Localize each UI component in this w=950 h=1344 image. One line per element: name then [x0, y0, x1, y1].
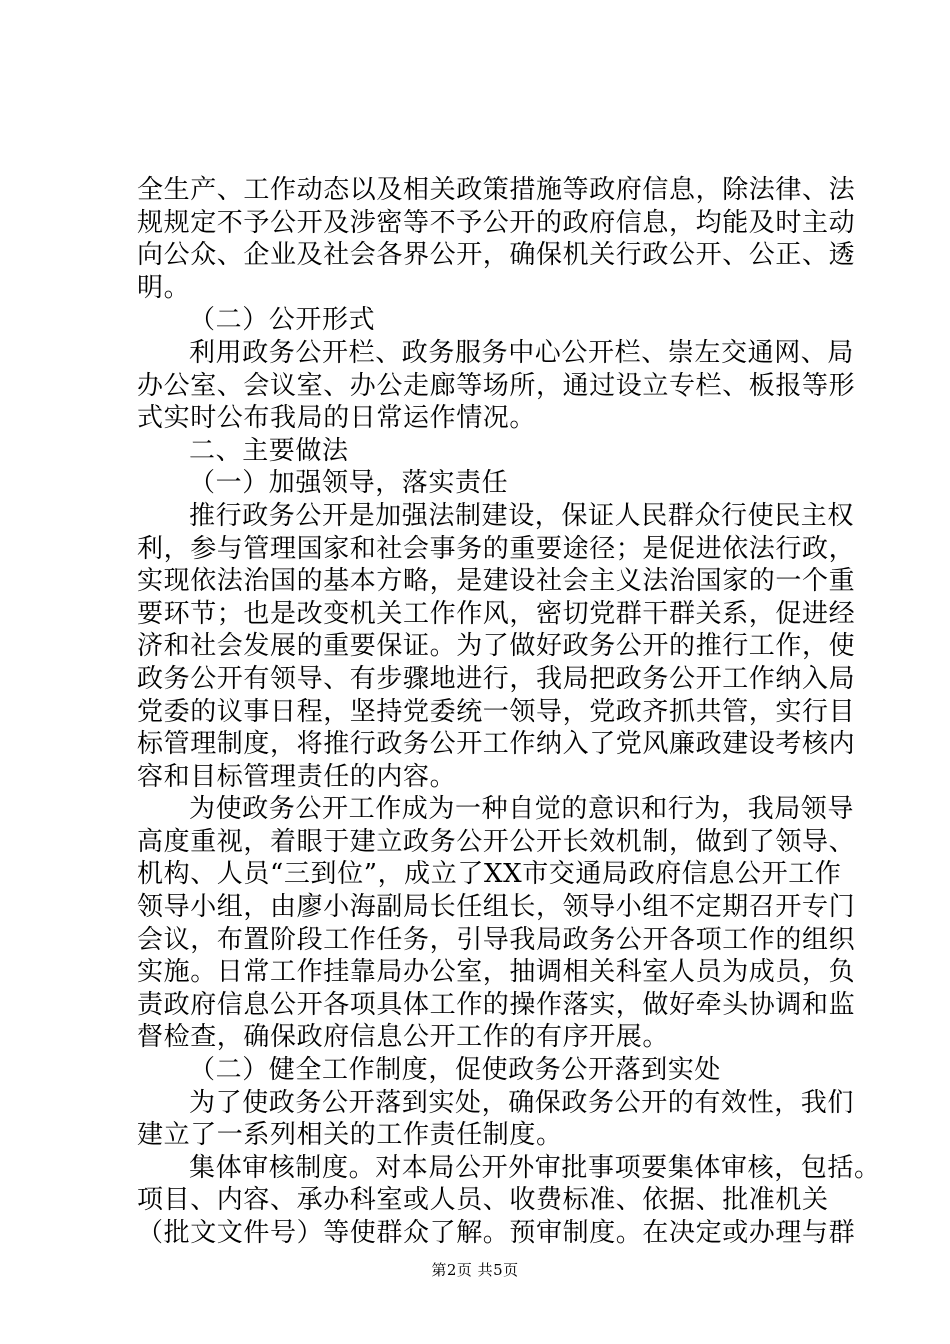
- document-body: [137, 174, 881, 1250]
- text-line: 容和目标管理责任的内容。: [137, 761, 457, 792]
- text-line: 党委的议事日程，坚持党委统一领导，党政齐抓共管，实行目: [137, 696, 856, 727]
- text-line: 为使政务公开工作成为一种自觉的意识和行为，我局领导: [189, 794, 855, 825]
- text-line: 政务公开有领导、有步骤地进行，我局把政务公开工作纳入局: [137, 663, 856, 694]
- text-line: 实现依法治国的基本方略，是建设社会主义法治国家的一个重: [137, 566, 856, 597]
- text-line: 高度重视，着眼于建立政务公开公开长效机制，做到了领导、: [137, 826, 856, 857]
- text-line: 督检查，确保政府信息公开工作的有序开展。: [137, 1022, 670, 1053]
- text-line: 推行政务公开是加强法制建设，保证人民群众行使民主权: [189, 500, 855, 531]
- text-line: 利用政务公开栏、政务服务中心公开栏、崇左交通网、局: [189, 337, 855, 368]
- text-line: 办公室、会议室、办公走廊等场所，通过设立专栏、板报等形: [137, 370, 856, 401]
- text-line: 标管理制度，将推行政务公开工作纳入了党风廉政建设考核内: [137, 729, 856, 760]
- text-line: 利，参与管理国家和社会事务的重要途径；是促进依法行政，: [137, 533, 856, 564]
- text-line: 会议，布置阶段工作任务，引导我局政务公开各项工作的组织: [137, 924, 856, 955]
- text-line: 实施。日常工作挂靠局办公室，抽调相关科室人员为成员，负: [137, 957, 856, 988]
- text-line: 机构、人员“三到位”，成立了XX市交通局政府信息公开工作: [137, 859, 842, 890]
- text-line: 济和社会发展的重要保证。为了做好政务公开的推行工作，使: [137, 631, 856, 662]
- section-heading: （二）公开形式: [189, 305, 376, 336]
- section-heading: （一）加强领导，落实责任: [189, 468, 509, 499]
- text-line: 责政府信息公开各项具体工作的操作落实，做好牵头协调和监: [137, 989, 856, 1020]
- text-line: 集体审核制度。对本局公开外审批事项要集体审核，包括。: [189, 1152, 881, 1183]
- text-line: 领导小组，由廖小海副局长任组长，领导小组不定期召开专门: [137, 892, 856, 923]
- text-line: 式实时公布我局的日常运作情况。: [137, 403, 537, 434]
- text-line: 规规定不予公开及涉密等不予公开的政府信息，均能及时主动: [137, 207, 856, 238]
- text-line: 要环节；也是改变机关工作作风，密切党群干群关系，促进经: [137, 598, 856, 629]
- text-line: （批文文件号）等使群众了解。预审制度。在决定或办理与群: [137, 1218, 856, 1248]
- text-line: 向公众、企业及社会各界公开，确保机关行政公开、公正、透: [137, 240, 856, 271]
- text-line: 全生产、工作动态以及相关政策措施等政府信息，除法律、法: [137, 175, 856, 205]
- page-footer: [0, 1259, 950, 1280]
- text-line: 建立了一系列相关的工作责任制度。: [137, 1120, 563, 1151]
- text-line: 项目、内容、承办科室或人员、收费标准、依据、批准机关: [137, 1185, 829, 1216]
- text-line: 为了使政务公开落到实处，确保政务公开的有效性，我们: [189, 1087, 855, 1118]
- section-heading: （二）健全工作制度，促使政务公开落到实处: [189, 1055, 722, 1086]
- page-number: 第2页 共5页: [431, 1261, 519, 1279]
- section-heading: 二、主要做法: [189, 435, 349, 466]
- text-line: 明。: [137, 272, 191, 303]
